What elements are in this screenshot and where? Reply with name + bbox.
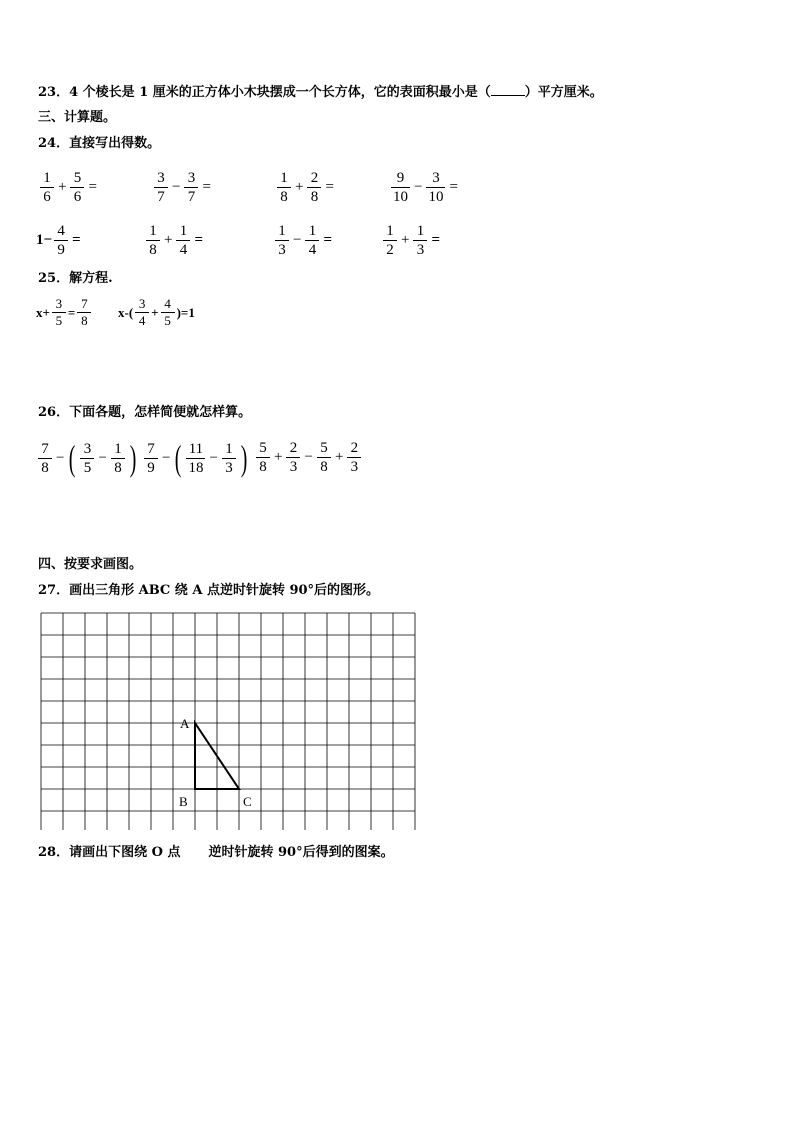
fraction	[176, 223, 190, 258]
numerator: 11	[188, 440, 204, 457]
fraction	[307, 170, 321, 205]
fraction	[154, 170, 168, 205]
operator: −	[56, 449, 65, 466]
answer-blank[interactable]	[491, 83, 525, 96]
fraction	[256, 440, 270, 475]
rotation-grid[interactable]	[40, 612, 420, 830]
denominator: 10	[393, 189, 408, 205]
denominator: 3	[275, 240, 289, 258]
question-26-title: 26．下面各题，怎样简便就怎样算。	[38, 405, 252, 420]
denominator: 3	[286, 457, 300, 475]
denominator: 5	[161, 312, 175, 328]
q23-number: 23．	[38, 85, 70, 100]
question-27-title: 27．画出三角形 ABC 绕 A 点逆时针旋转 90°后的图形。	[38, 583, 380, 598]
fraction	[184, 170, 198, 205]
equals: =	[323, 232, 333, 248]
numerator: 3	[55, 296, 63, 311]
equation-suffix: )=1	[176, 304, 195, 320]
q24-expr-7	[273, 223, 334, 258]
denominator: 3	[413, 240, 427, 258]
fraction	[161, 297, 175, 328]
fraction	[186, 441, 205, 476]
operator: −	[162, 449, 171, 466]
operator: −	[414, 179, 423, 195]
fraction	[40, 170, 54, 205]
section-3-heading: 三、计算题。	[38, 110, 117, 125]
equals: =	[67, 304, 76, 320]
fraction	[413, 223, 427, 258]
operator: −	[209, 449, 218, 466]
fraction	[426, 170, 445, 205]
numerator: 5	[73, 170, 82, 186]
fraction	[286, 440, 300, 475]
numerator: 3	[157, 170, 165, 186]
numerator: 1	[225, 440, 233, 457]
denominator: 9	[144, 458, 158, 476]
denominator: 6	[70, 187, 84, 205]
denominator: 8	[317, 457, 331, 475]
fraction	[80, 441, 94, 476]
label-c: C	[243, 794, 252, 809]
q24-expr-2	[152, 170, 213, 205]
fraction	[275, 223, 289, 258]
denominator: 4	[135, 312, 149, 328]
q25-equation-2	[118, 297, 195, 328]
q28-text-a: 28．请画出下图绕 O 点	[38, 845, 181, 860]
operator: −	[172, 179, 181, 195]
numerator: 7	[147, 440, 155, 457]
numerator: 9	[396, 170, 405, 186]
fraction	[146, 223, 160, 258]
numerator: 1	[386, 223, 394, 239]
operator: +	[295, 179, 304, 195]
equals: =	[72, 232, 81, 248]
denominator: 8	[77, 312, 91, 328]
operator: +	[151, 304, 159, 320]
right-paren: )	[129, 438, 137, 478]
denominator: 3	[347, 457, 361, 475]
numerator: 5	[259, 440, 267, 456]
fraction	[347, 440, 361, 475]
fraction	[135, 297, 149, 328]
operator: +	[58, 179, 67, 195]
operator: +	[401, 232, 410, 248]
fraction	[144, 441, 158, 476]
section-4-heading: 四、按要求画图。	[38, 557, 143, 572]
numerator: 1	[179, 223, 188, 239]
q24-expr-4	[389, 170, 460, 205]
fraction	[111, 441, 125, 476]
question-25-title: 25．解方程.	[38, 271, 113, 286]
numerator: 1	[149, 223, 157, 239]
question-23	[38, 83, 603, 101]
numerator: 5	[320, 440, 328, 456]
fraction	[54, 223, 68, 258]
fraction	[277, 170, 291, 205]
numerator: 2	[289, 440, 298, 456]
denominator: 8	[307, 187, 321, 205]
fraction	[317, 440, 331, 475]
label-b: B	[179, 794, 188, 809]
denominator: 10	[428, 189, 444, 205]
numerator: 1	[114, 440, 122, 457]
equation-prefix: x+	[36, 304, 50, 320]
numerator: 4	[164, 296, 171, 311]
equation-prefix: x-(	[118, 304, 134, 320]
q25-equation-1	[36, 297, 93, 328]
denominator: 9	[54, 240, 68, 258]
fraction	[38, 441, 52, 476]
numerator: 1	[416, 223, 425, 239]
fraction	[391, 170, 410, 205]
equals: =	[325, 179, 334, 195]
equals: =	[449, 179, 458, 195]
denominator: 8	[277, 187, 291, 205]
left-paren: (	[69, 438, 76, 478]
question-24-title: 24．直接写出得数。	[38, 136, 161, 151]
fraction	[70, 170, 84, 205]
denominator: 2	[383, 240, 397, 258]
equals: =	[194, 232, 204, 248]
numerator: 3	[83, 440, 92, 457]
q24-expr-6	[144, 223, 205, 258]
equals: =	[202, 179, 211, 195]
numerator: 3	[138, 296, 146, 311]
numerator: 1	[278, 223, 286, 239]
operator: −	[304, 449, 313, 465]
numerator: 2	[310, 170, 319, 186]
numerator: 4	[57, 223, 65, 239]
denominator: 4	[176, 240, 190, 258]
label-a: A	[180, 716, 190, 731]
denominator: 8	[256, 457, 270, 475]
numerator: 7	[81, 296, 88, 311]
denominator: 6	[40, 187, 54, 205]
grid-lines	[41, 613, 415, 830]
denominator: 8	[146, 240, 160, 258]
right-paren: )	[240, 438, 248, 478]
q26-expr-2	[142, 440, 250, 476]
numerator: 1	[280, 170, 288, 186]
equals: =	[431, 232, 441, 248]
denominator: 5	[80, 458, 94, 476]
numerator: 1	[308, 223, 317, 239]
numerator: 2	[350, 440, 359, 456]
fraction	[222, 441, 236, 476]
denominator: 8	[111, 458, 125, 476]
operator: +	[274, 449, 283, 465]
fraction	[305, 223, 319, 258]
q24-expr-5	[36, 223, 83, 258]
operator: +	[334, 449, 344, 465]
q26-expr-3	[254, 440, 363, 475]
fraction	[52, 297, 66, 328]
q26-expr-1	[36, 440, 139, 476]
denominator: 4	[305, 240, 319, 258]
operator: −	[293, 232, 302, 248]
fraction	[77, 297, 91, 328]
numerator: 3	[432, 170, 440, 186]
fraction	[383, 223, 397, 258]
q24-expr-8	[381, 223, 442, 258]
denominator: 5	[52, 312, 66, 328]
q23-text-b: ）平方厘米。	[524, 85, 603, 100]
q28-text-b: 逆时针旋转 90°后得到的图案。	[208, 845, 394, 860]
denominator: 3	[222, 458, 236, 476]
denominator: 8	[38, 458, 52, 476]
whole-minus: 1−	[36, 232, 53, 248]
denominator: 7	[184, 187, 198, 205]
equals: =	[88, 179, 97, 195]
q23-text-a: 4 个棱长是 1 厘米的正方体小木块摆成一个长方体，它的表面积最小是（	[69, 85, 491, 100]
denominator: 7	[154, 187, 168, 205]
operator: +	[164, 232, 173, 248]
q24-expr-1	[38, 170, 99, 205]
numerator: 7	[41, 440, 49, 457]
question-28	[38, 845, 394, 861]
denominator: 18	[188, 459, 204, 476]
operator: −	[98, 449, 107, 466]
q24-expr-3	[275, 170, 336, 205]
left-paren: (	[175, 438, 182, 478]
numerator: 1	[43, 170, 51, 186]
numerator: 3	[187, 170, 196, 186]
